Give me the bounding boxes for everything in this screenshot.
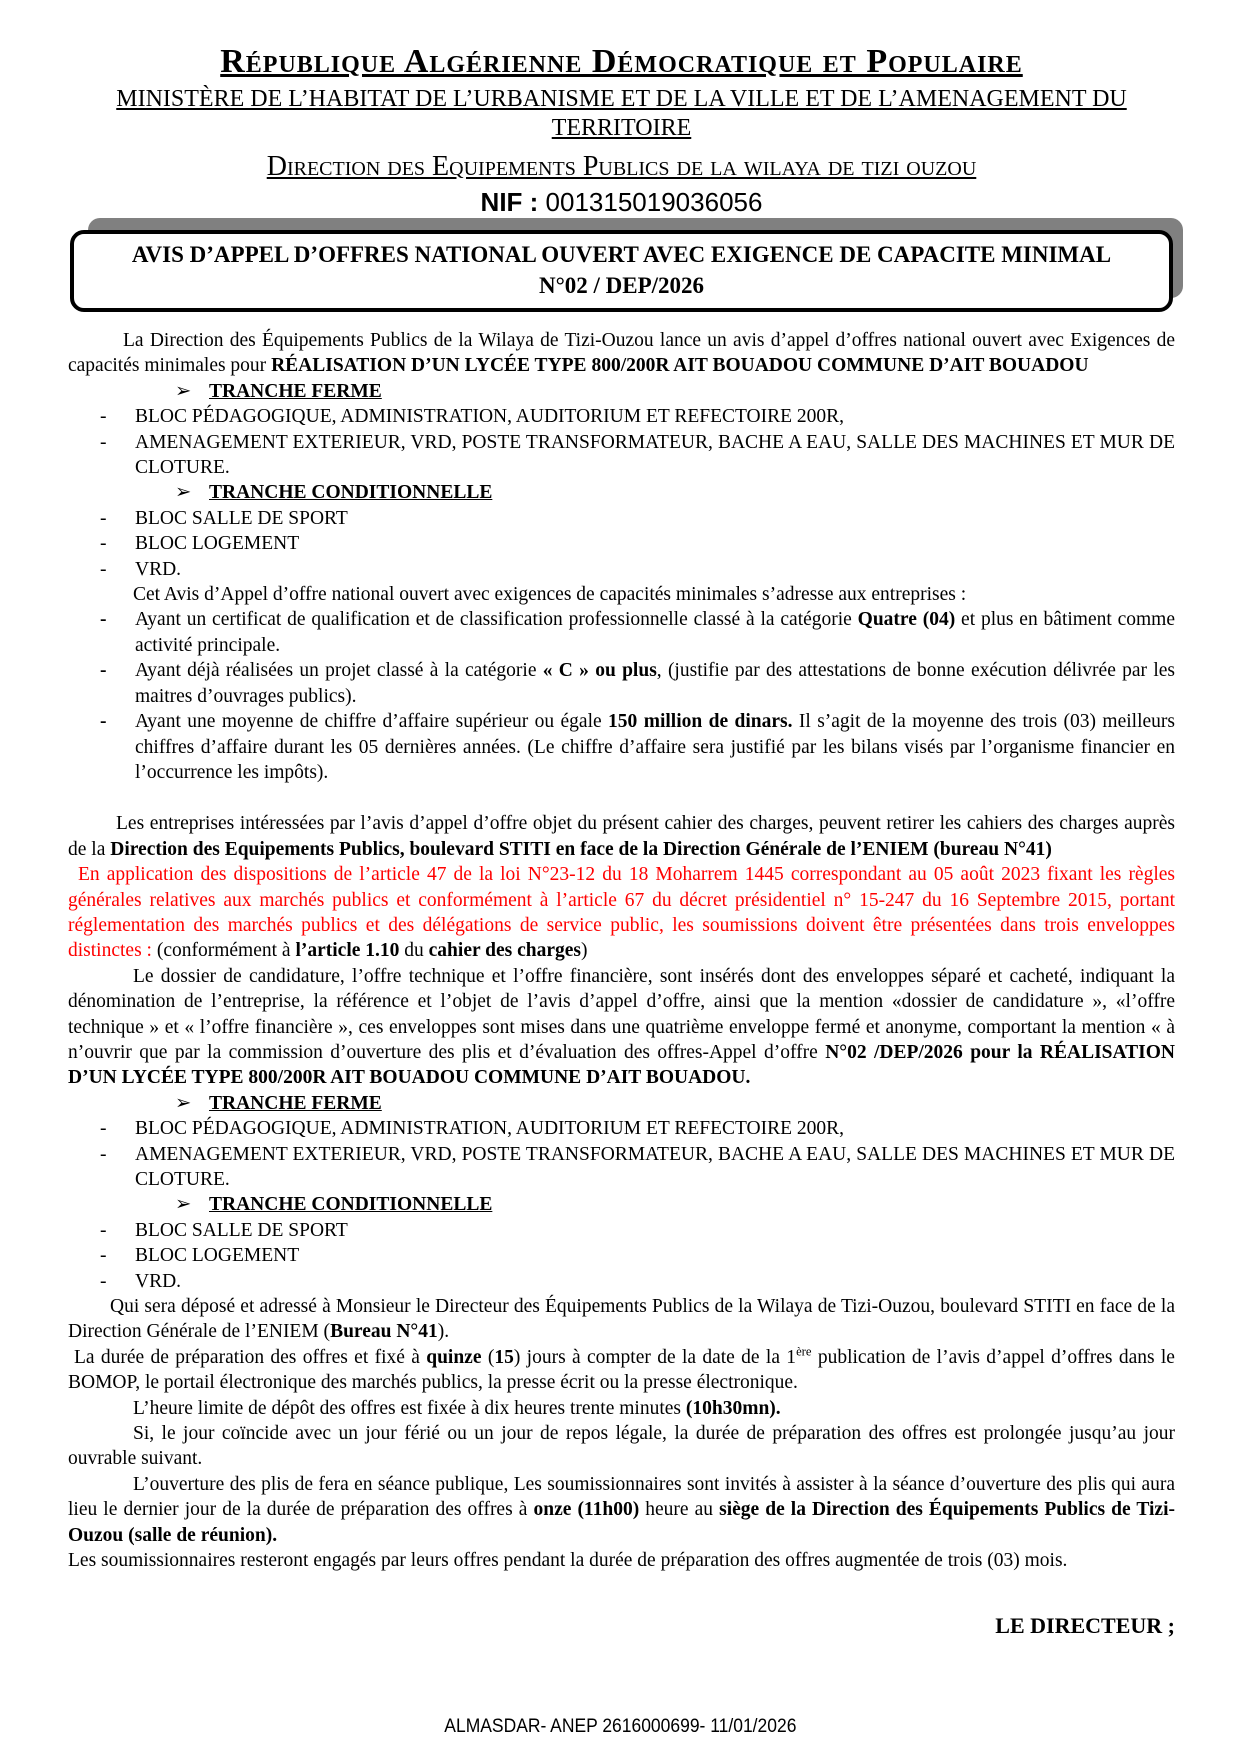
- text-segment: (10h30mn).: [685, 1397, 781, 1419]
- document-body: [68, 328, 1175, 1639]
- text-segment: Les soumissionnaires resteront engagés par leurs offres pendant la durée de préparation des offres augmentée de trois (03) mois.: [68, 1550, 1068, 1572]
- list-item-text: BLOC LOGEMENT: [135, 1245, 300, 1267]
- text-segment: Ayant un certificat de qualification et de classification professionnelle classé à la catégorie: [135, 609, 858, 631]
- paragraph-reglementation-rouge: [68, 862, 1175, 964]
- text-segment: « C » ou plus: [542, 660, 657, 682]
- text-segment: (conformément à: [156, 940, 296, 962]
- text-segment: ) jours à compter de la date de la 1: [513, 1346, 797, 1368]
- text-segment: Le dossier de candidature, l’offre technique et l’offre financière, sont insérés dont des enveloppes séparé et cacheté, indiquant la dénomination de l’entreprise, la référence et l’objet de l’avis d’appel d’offre, ainsi que la mention «dossier de candidature », «l’offre technique » et « l’offre financière », ces enveloppes sont mises dans une quatrième enveloppe fermé et anonyme, comportant la mention « à n’ouvrir que par la commission d’ouverture des plis et d’évaluation des offres-Appel d’offre: [68, 965, 1175, 1063]
- list-item-text: VRD.: [135, 558, 182, 580]
- list-item-text: BLOC PÉDAGOGIQUE, ADMINISTRATION, AUDITORIUM ET REFECTOIRE 200R,: [135, 1118, 845, 1140]
- paragraph-intro: [68, 328, 1175, 379]
- notice-title-line2: N°02 / DEP/2026: [538, 273, 705, 298]
- list-item-condition: [68, 658, 1175, 709]
- tranche-ferme-heading-2: [68, 1091, 1175, 1116]
- text-segment: 15: [494, 1346, 514, 1368]
- text-segment: cahier des charges: [428, 940, 582, 962]
- text-segment: l’article 1.10: [295, 940, 400, 962]
- text-segment: quinze: [426, 1346, 482, 1368]
- text-segment: L’heure limite de dépôt des offres est fixée à dix heures trente minutes: [133, 1397, 686, 1419]
- signature-directeur: LE DIRECTEUR ;: [995, 1612, 1175, 1638]
- text-segment: L’ouverture des plis de fera en séance publique, Les soumissionnaires sont invités à assister à la séance d’ouverture des plis qui aura lieu le dernier jour de la durée de préparation des offres à: [68, 1473, 1175, 1521]
- text-segment: Si, le jour coïncide avec un jour férié ou un jour de repos légale, la durée de préparation des offres est prolongée jusqu’au jour ouvrable suivant.: [68, 1423, 1175, 1470]
- text-segment: et plus en bâtiment comme activité principale.: [135, 609, 1175, 656]
- text-segment: ère: [796, 1344, 812, 1359]
- paragraph-ouverture-plis: [68, 1472, 1175, 1548]
- text-segment: publication de l’avis d’appel d’offres dans le BOMOP, le portail électronique des marchés publics, la presse écrit ou la presse électronique.: [68, 1346, 1175, 1394]
- paragraph-jour-ferie: [68, 1421, 1175, 1472]
- dash-bullet: -: [100, 507, 107, 529]
- text-segment: ): [581, 940, 588, 962]
- text-segment: du: [399, 940, 429, 962]
- paragraph-retrait: [68, 811, 1175, 862]
- list-item: [68, 506, 1175, 531]
- dash-bullet: -: [100, 711, 107, 733]
- dash-bullet: -: [100, 431, 107, 453]
- dash-bullet: -: [100, 609, 107, 631]
- arrow-bullet-icon: ➢: [175, 482, 192, 504]
- text-segment: RÉALISATION D’UN LYCÉE TYPE 800/200R AIT BOUADOU COMMUNE D’AIT BOUADOU: [271, 355, 1089, 377]
- paragraph-duree-preparation: [68, 1345, 1175, 1396]
- dash-bullet: -: [100, 558, 107, 580]
- list-item-text: [135, 607, 1175, 658]
- text-segment: , (justifie par des attestations de bonne exécution délivrée par les maitres d’ouvrages publics).: [135, 660, 1175, 707]
- dash-bullet: -: [100, 660, 107, 682]
- dash-bullet: -: [100, 1270, 107, 1292]
- list-item: [68, 557, 1175, 582]
- paragraph-heure-limite: [68, 1396, 1175, 1421]
- text-segment: Qui sera déposé et adressé à Monsieur le Directeur des Équipements Publics de la Wilaya de Tizi-Ouzou, boulevard STITI en face de la Direction Générale de l’ENIEM (: [68, 1296, 1175, 1343]
- document-footer: [0, 1714, 1241, 1739]
- arrow-bullet-icon: ➢: [175, 1092, 192, 1114]
- paragraph-dossier: [68, 964, 1175, 1091]
- dash-bullet: -: [100, 1118, 107, 1140]
- list-item-condition: [68, 607, 1175, 658]
- list-item: [68, 1142, 1175, 1193]
- direction-title: Direction des Equipements Publics de la wilaya de tizi ouzou: [266, 151, 977, 182]
- dash-bullet: -: [100, 1219, 107, 1241]
- text-segment: Cet Avis d’Appel d’offre national ouvert avec exigences de capacités minimales s’adresse aux entreprises :: [133, 584, 967, 606]
- notice-box-frame: [70, 230, 1173, 312]
- text-segment: La durée de préparation des offres et fixé à: [74, 1346, 427, 1368]
- text-segment: Ayant déjà réalisées un projet classé à la catégorie: [135, 660, 543, 682]
- text-segment: N°02 /DEP/2026 pour la RÉALISATION D’UN LYCÉE TYPE 800/200R AIT BOUADOU COMMUNE D’AIT BOUADOU.: [68, 1041, 1176, 1089]
- text-segment: Quatre (04): [857, 609, 956, 631]
- list-item: [68, 404, 1175, 429]
- text-segment: onze (11h00): [533, 1499, 640, 1521]
- list-item: [68, 1269, 1175, 1294]
- text-segment: ).: [437, 1321, 450, 1343]
- tranche-conditionnelle-label: TRANCHE CONDITIONNELLE: [209, 1194, 493, 1216]
- text-segment: Les entreprises intéressées par l’avis d’appel d’offre objet du présent cahier des charges, peuvent retirer les cahiers des charges auprès de la: [68, 813, 1175, 860]
- list-item-text: [135, 709, 1175, 785]
- text-segment: Bureau N°41: [330, 1321, 438, 1343]
- text-segment: (: [481, 1346, 495, 1368]
- list-item-text: AMENAGEMENT EXTERIEUR, VRD, POSTE TRANSFORMATEUR, BACHE A EAU, SALLE DES MACHINES ET MUR DE CLOTURE.: [135, 1143, 1175, 1190]
- text-segment: siège de la Direction des Équipements Publics de Tizi-Ouzou (salle de réunion).: [68, 1499, 1175, 1546]
- tranche-conditionnelle-label: TRANCHE CONDITIONNELLE: [209, 482, 493, 504]
- list-item-text: BLOC SALLE DE SPORT: [135, 1219, 348, 1241]
- republic-title: République Algérienne Démocratique et Populaire: [220, 43, 1023, 80]
- nif-label: NIF :: [480, 187, 539, 217]
- list-item-text: BLOC PÉDAGOGIQUE, ADMINISTRATION, AUDITORIUM ET REFECTOIRE 200R,: [135, 406, 845, 428]
- list-item-text: VRD.: [135, 1270, 182, 1292]
- dash-bullet: -: [100, 533, 107, 555]
- tranche-ferme-label: TRANCHE FERME: [209, 1092, 382, 1114]
- tranche-conditionnelle-heading-2: [68, 1192, 1175, 1217]
- list-item: [68, 531, 1175, 556]
- list-item: [68, 1243, 1175, 1268]
- text-segment: En application des dispositions de l’article 47 de la loi N°23-12 du 18 Moharrem 1445 correspondant au 05 août 2023 fixant les règles générales relatives aux marchés publics et conformément à l’article 67 du décret présidentiel n° 15-247 du 16 Septembre 2015, portant réglementation des marchés publics et des délégations de service public, les soumissions doivent être présentées dans trois enveloppes distinctes :: [68, 864, 1175, 962]
- list-item-text: [135, 658, 1175, 709]
- ministry-title: MINISTÈRE DE L’HABITAT DE L’URBANISME ET DE LA VILLE ET DE L’AMENAGEMENT DU TERRITOIRE: [116, 86, 1127, 141]
- text-segment: 150 million de dinars.: [608, 711, 793, 733]
- tranche-ferme-label: TRANCHE FERME: [209, 380, 382, 402]
- text-segment: heure au: [639, 1499, 720, 1521]
- dash-bullet: -: [100, 1143, 107, 1165]
- list-item: [68, 430, 1175, 481]
- text-segment: Ayant une moyenne de chiffre d’affaire supérieur ou égale: [135, 711, 609, 733]
- paragraph-engagement: [68, 1548, 1175, 1573]
- list-item-text: AMENAGEMENT EXTERIEUR, VRD, POSTE TRANSFORMATEUR, BACHE A EAU, SALLE DES MACHINES ET MUR DE CLOTURE.: [135, 431, 1175, 479]
- list-item-text: BLOC LOGEMENT: [135, 533, 300, 555]
- list-item: [68, 1116, 1175, 1141]
- tranche-ferme-heading-1: [68, 379, 1175, 404]
- list-item-condition: [68, 709, 1175, 785]
- tranche-conditionnelle-heading-1: [68, 480, 1175, 505]
- arrow-bullet-icon: ➢: [175, 1194, 192, 1216]
- paragraph-depot: [68, 1294, 1175, 1345]
- notice-box: [70, 230, 1173, 312]
- dash-bullet: -: [100, 406, 107, 428]
- paragraph-adresse: [68, 582, 1175, 607]
- arrow-bullet-icon: ➢: [175, 380, 192, 402]
- nif-line: [68, 186, 1175, 218]
- text-segment: La Direction des Équipements Publics de la Wilaya de Tizi-Ouzou lance un avis d’appel d’offres national ouvert avec Exigences de capacités minimales pour: [68, 330, 1175, 377]
- text-segment: Direction des Equipements Publics, boulevard STITI en face de la Direction Générale de l’ENIEM (bureau N°41): [110, 838, 1052, 860]
- text-segment: Il s’agit de la moyenne des trois (03) meilleurs chiffres d’affaire durant les 05 dernières années. (Le chiffre d’affaire sera justifié par les bilans visés par l’organisme financier en l’occurrence les impôts).: [135, 711, 1175, 783]
- nif-value: 001315019036056: [545, 187, 763, 217]
- dash-bullet: -: [100, 1245, 107, 1267]
- list-item-text: BLOC SALLE DE SPORT: [135, 507, 348, 529]
- document-header: [68, 42, 1175, 218]
- notice-title-line1: AVIS D’APPEL D’OFFRES NATIONAL OUVERT AVEC EXIGENCE DE CAPACITE MINIMAL: [131, 242, 1112, 267]
- footer-anep-reference: ALMASDAR- ANEP 2616000699- 11/01/2026: [444, 1715, 797, 1737]
- list-item: [68, 1218, 1175, 1243]
